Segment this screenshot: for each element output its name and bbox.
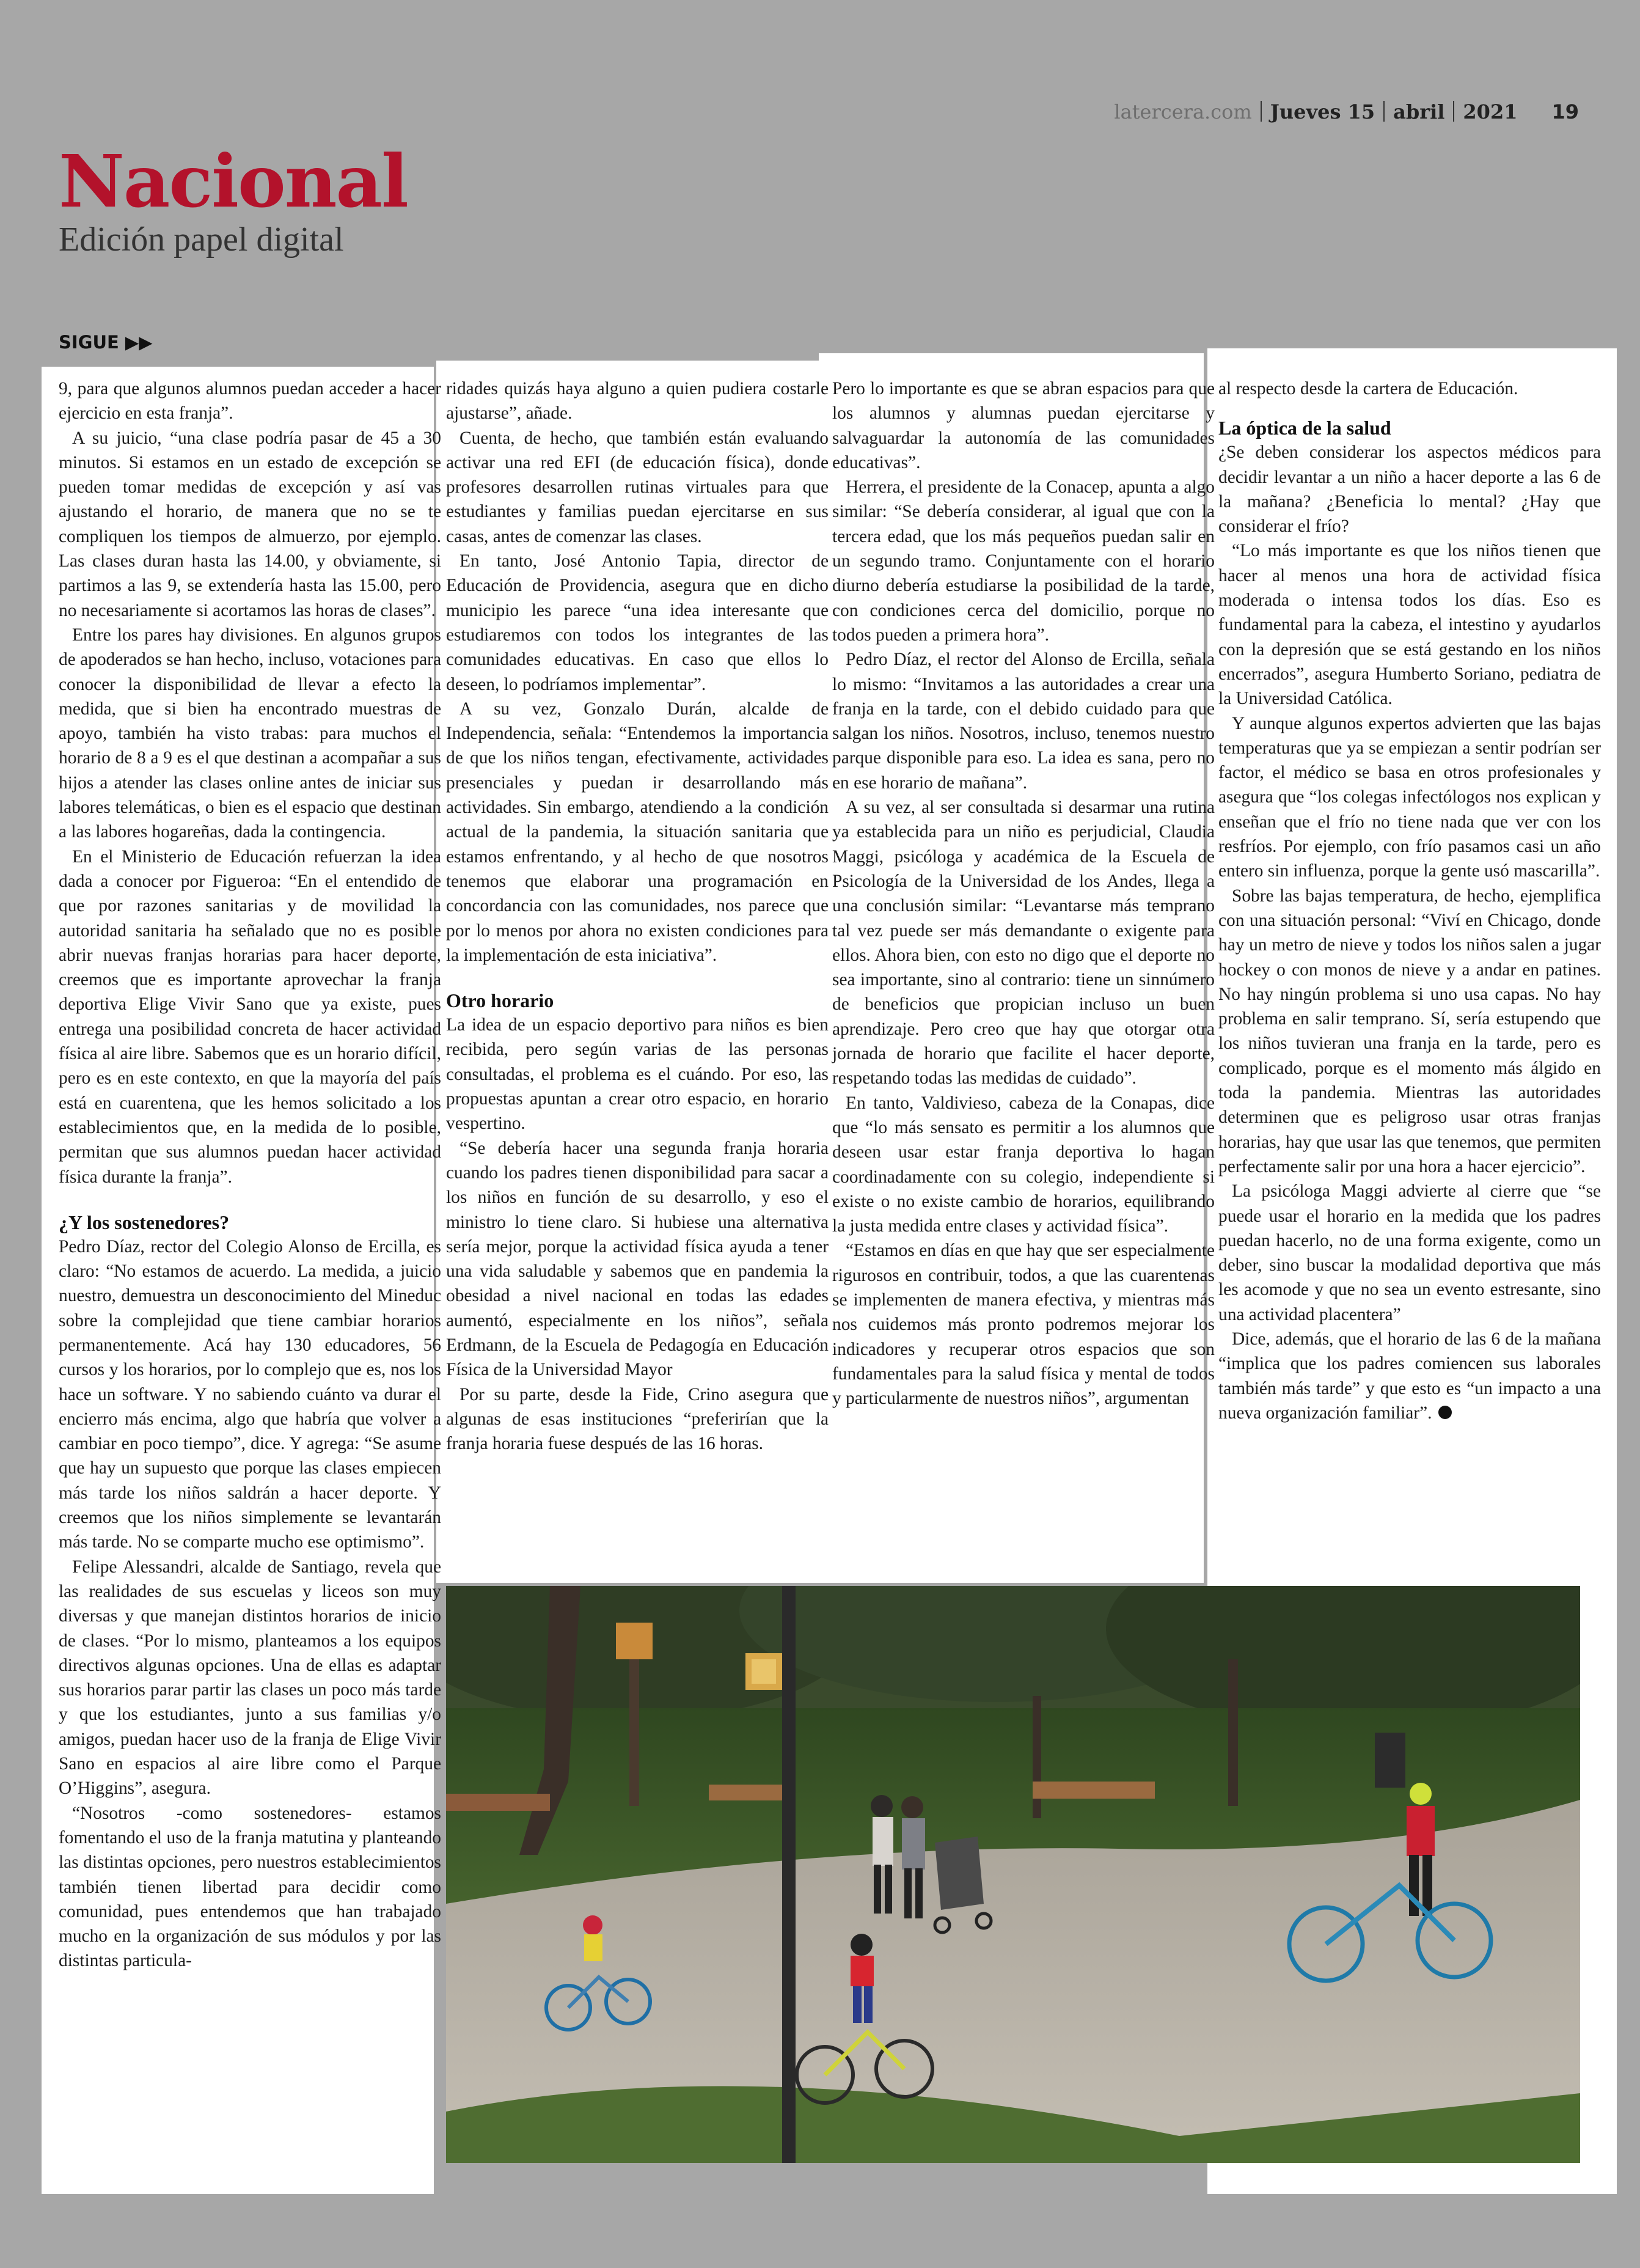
- paragraph: Entre los pares hay divisiones. En algunos grupos de apoderados se han hecho, incluso, votaciones para conocer la disponibilidad de llevar a efecto la medida, que si bien ha encontrado muestras de apoyo, también ha visto trabas: para muchos el horario de 8 a 9 es el que destinan a acompañar a sus hijos a atender las clases online antes de iniciar sus labores telemáticas, o bien es el espacio que destinan a las labores hogareñas, dada la contingencia.: [59, 625, 441, 842]
- divider: [1383, 101, 1385, 122]
- page-number: 19: [1551, 100, 1579, 123]
- paragraph: Felipe Alessandri, alcalde de Santiago, revela que las realidades de sus escuelas y liceos son muy diversas y que manejan distintos horarios de inicio de clases. “Por lo mismo, planteamos a los equipos directivos algunas opciones. Una de ellas es adaptar sus horarios parar partir las clases un poco más tarde y que los estudiantes, junto a sus familias y/o amigos, puedan hacer uso de la franja de Elige Vivir Sano en espacios al aire libre como el Parque O’Higgins”, asegura.: [59, 1557, 441, 1799]
- paragraph: Pero lo importante es que se abran espacios para que los alumnos y alumnas puedan ejercitarse y salvaguardar la autonomía de las comunidades educativas”.: [832, 379, 1215, 472]
- end-mark-icon: [1438, 1406, 1452, 1419]
- article-column-1: [59, 376, 441, 1973]
- paragraph: Dice, además, que el horario de las 6 de la mañana “implica que los padres comiencen sus laborales también más tarde” y que esto es “un impacto a una nueva organización familiar”.: [1218, 1329, 1601, 1423]
- paragraph: Pedro Díaz, el rector del Alonso de Ercilla, señala lo mismo: “Invitamos a las autoridades a crear una franja en la tarde, con el debido cuidado para que salgan los niños. Nosotros, incluso, tenemos nuestro parque disponible para eso. La idea es sana, pero no en ese horario de mañana”.: [832, 650, 1215, 793]
- paragraph: Herrera, el presidente de la Conacep, apunta a algo similar: “Se debería considerar, al igual que con la tercera edad, que los más pequeños puedan salir en un segundo tramo. Conjuntamente con el horario diurno debería estudiarse la posibilidad de la tarde, con condiciones cerca del domicilio, porque no todos pueden a primera hora”.: [832, 477, 1215, 645]
- paragraph: A su juicio, “una clase podría pasar de 45 a 30 minutos. Si estamos en un estado de excepción se pueden tomar medidas de excepción y así vas ajustando el horario, de manera que no se te compliquen los tiempos de almuerzo, por ejemplo. Las clases duran hasta las 14.00, y obviamente, si partimos a las 9, se extendería hasta las 15.00, pero no necesariamente si acortamos las horas de clases”.: [59, 428, 441, 620]
- masthead: [1114, 98, 1579, 123]
- paragraph: A su vez, Gonzalo Durán, alcalde de Independencia, señala: “Entendemos la importancia de que los niños tengan, efectivamente, actividades presenciales y puedan ir desarrollando más actividades. Sin embargo, atendiendo a la condición actual de la pandemia, la situación sanitaria que estamos enfrentando, y al hecho de que nosotros tenemos que elaborar una programación en concordancia con las comunidades, nos parece que por lo menos por ahora no existen condiciones para la implementación de esta iniciativa”.: [446, 699, 829, 965]
- paragraph: “Lo más importante es que los niños tienen que hacer al menos una hora de actividad física moderada o intensa todos los días. Eso es fundamental para la cabeza, el intestino y ayudarlos con la depresión que se está gestando en los niños encerrados”, asegura Humberto Soriano, pediatra de la Universidad Católica.: [1218, 541, 1601, 709]
- paragraph: “Estamos en días en que hay que ser especialmente rigurosos en contribuir, todos, a que las cuarentenas se implementen de manera efectiva, y mientras más nos cuidemos más pronto podremos mejorar los indicadores y recuperar otros espacios que son fundamentales para la salud física y mental de todos y particularmente de nuestros niños”, argumentan: [832, 1241, 1215, 1409]
- section-title: Nacional: [59, 139, 408, 224]
- subheading: Otro horario: [446, 989, 554, 1012]
- paragraph: A su vez, al ser consultada si desarmar una rutina ya establecida para un niño es perjudicial, Claudia Maggi, psicóloga y académica de la Escuela de Psicología de la Universidad de los Andes, llega a una conclusión similar: “Levantarse más temprano tal vez puede ser más demandante o exigente para ellos. Ahora bien, con esto no digo que el deporte no sea importante, sino al contrario: tiene un sinnúmero de beneficios que propician incluso un buen aprendizaje. Pero creo que hay que otorgar otra jornada de horario que facilite el hacer deporte, respetando todas las medidas de cuidado”.: [832, 798, 1215, 1088]
- paragraph: Sobre las bajas temperatura, de hecho, ejemplifica con una situación personal: “Viví en Chicago, donde hay un metro de nieve y todos los niños salen a jugar hockey o con monos de nieve y a andar en patines. No hay ningún problema si uno usa capas. No hay problema en salir temprano. Sí, sería estupendo que los niños tuvieran una franja en la tarde, pero es complicado, porque es el momento más álgido en toda la pandemia. Mientras las autoridades determinen que es peligroso usar otras franjas horarias, hay que usar las que tenemos, que permiten perfectamente salir por una hora a hacer ejercicio”.: [1218, 886, 1601, 1176]
- paragraph: En tanto, José Antonio Tapia, director de Educación de Providencia, asegura que en dicho municipio les parece “una idea interesante que estudiaremos con todos los integrantes de las comunidades educativas. En caso que ellos lo deseen, lo podríamos implementar”.: [446, 551, 829, 694]
- site-name: latercera.com: [1114, 100, 1252, 123]
- paragraph: Pedro Díaz, rector del Colegio Alonso de Ercilla, es claro: “No estamos de acuerdo. La medida, a juicio nuestro, demuestra un desconocimiento del Mineduc sobre la complejidad que tiene cambiar horarios permanentemente. Acá hay 130 educadores, 56 cursos y los horarios, por lo complejo que es, nos los hace un software. Y no sabiendo cuánto va durar el encierro más encima, algo que habría que volver a cambiar en poco tiempo”, dice. Y agrega: “Se asume que hay un supuesto que porque las clases empiecen más tarde los niños saldrán a hacer deporte. Y creemos que los niños simplemente se levantarán más tarde. No se comparte mucho ese optimismo”.: [59, 1236, 441, 1552]
- subheading: ¿Y los sostenedores?: [59, 1211, 230, 1233]
- paragraph: ridades quizás haya alguno a quien pudiera costarle ajustarse”, añade.: [446, 379, 829, 424]
- article-column-2: [446, 376, 829, 1456]
- paragraph: “Se debería hacer una segunda franja horaria cuando los padres tienen disponibilidad para sacar a los niños en función de su desarrollo, y eso el ministro lo tiene claro. Si hubiese una alternativa sería mejor, porque la actividad física ayuda a tener una vida saludable y sabemos que en pandemia la obesidad a nivel nacional en todas las edades aumentó, especialmente en los niños”, señala Erdmann, de la Escuela de Pedagogía en Educación Física de la Universidad Mayor: [446, 1138, 829, 1380]
- divider: [1453, 101, 1454, 122]
- paragraph: ¿Se deben considerar los aspectos médicos para decidir levantar a un niño a hacer deporte a las 6 de la mañana? ¿Beneficia lo mental? ¿Hay que considerar el frío?: [1218, 442, 1601, 537]
- paragraph: “Nosotros -como sostenedores- estamos fomentando el uso de la franja matutina y planteando las distintas opciones, pero nuestros establecimientos también tienen libertad para decidir como comunidad, pues entendemos que han trabajado mucho en la organización de sus módulos y por las distintas particula-: [59, 1803, 441, 1971]
- weekday: Jueves 15: [1270, 100, 1375, 123]
- paragraph: En el Ministerio de Educación refuerzan la idea dada a conocer por Figueroa: “En el entendido de que por razones sanitarias y de movilidad la autoridad sanitaria ha señalado que no es posible abrir nuevas franjas horarias para hacer deporte, creemos que es importante aprovechar la franja deportiva Elige Vivir Sano que ya existe, pues entrega una posibilidad concreta de hacer actividad física al aire libre. Sabemos que es un horario difícil, pero es en este contexto, en que la mayoría del país está en cuarentena, que les hemos solicitado a los establecimientos que, en la medida de lo posible, permitan que sus alumnos puedan hacer actividad física durante la franja”.: [59, 846, 441, 1187]
- paragraph: La psicóloga Maggi advierte al cierre que “se puede usar el horario en la medida que los padres puedan hacerlo, no de una forma exigente, como un deber, sino buscar la modalidad deportiva que más les acomode y que no sea un evento estresante, sino una actividad placentera”: [1218, 1181, 1601, 1324]
- month: abril: [1393, 100, 1445, 123]
- paragraph: La idea de un espacio deportivo para niños es bien recibida, pero según varias de las personas consultadas, el problema es el cuándo. Por eso, las propuestas apuntan a crear otro espacio, en horario vespertino.: [446, 1015, 829, 1134]
- article-column-4: [1218, 376, 1601, 1425]
- paragraph: al respecto desde la cartera de Educación.: [1218, 379, 1518, 398]
- paragraph: Cuenta, de hecho, que también están evaluando activar una red EFI (de educación física), donde profesores desarrollen rutinas virtuales para que estudiantes y familias puedan ejercitarse en sus casas, antes de comenzar las clases.: [446, 428, 829, 546]
- divider: [1261, 101, 1262, 122]
- paragraph: 9, para que algunos alumnos puedan acceder a hacer ejercicio en esta franja”.: [59, 379, 441, 424]
- subheading: La óptica de la salud: [1218, 417, 1391, 439]
- article-column-3: [832, 376, 1215, 1411]
- paragraph: Por su parte, desde la Fide, Crino asegura que algunas de esas instituciones “preferirían que la franja horaria fuese después de las 16 horas.: [446, 1384, 829, 1454]
- year: 2021: [1463, 100, 1518, 123]
- paragraph: Y aunque algunos expertos advierten que las bajas temperaturas que ya se empiezan a sentir podrían ser factor, el médico se basa en otros profesionales y asegura que “los colegas infectólogos nos explican y enseñan que el frío no tiene nada que ver con los resfríos. Por ejemplo, con frío pasamos casi un año entero sin influenza, porque la gente usó mascarilla”.: [1218, 713, 1601, 881]
- park-photo-drawing: [446, 1586, 1580, 2163]
- park-photo: [446, 1586, 1580, 2163]
- paragraph: En tanto, Valdivieso, cabeza de la Conapas, dice que “lo más sensato es permitir a los alumnos que deseen usar estar franja deportiva lo hagan coordinadamente con su colegio, independiente si existe o no existe cambio de horarios, equilibrando la justa medida entre clases y actividad física”.: [832, 1093, 1215, 1236]
- continue-label: SIGUE ▶▶: [59, 332, 153, 353]
- section-subtitle: Edición papel digital: [59, 221, 344, 259]
